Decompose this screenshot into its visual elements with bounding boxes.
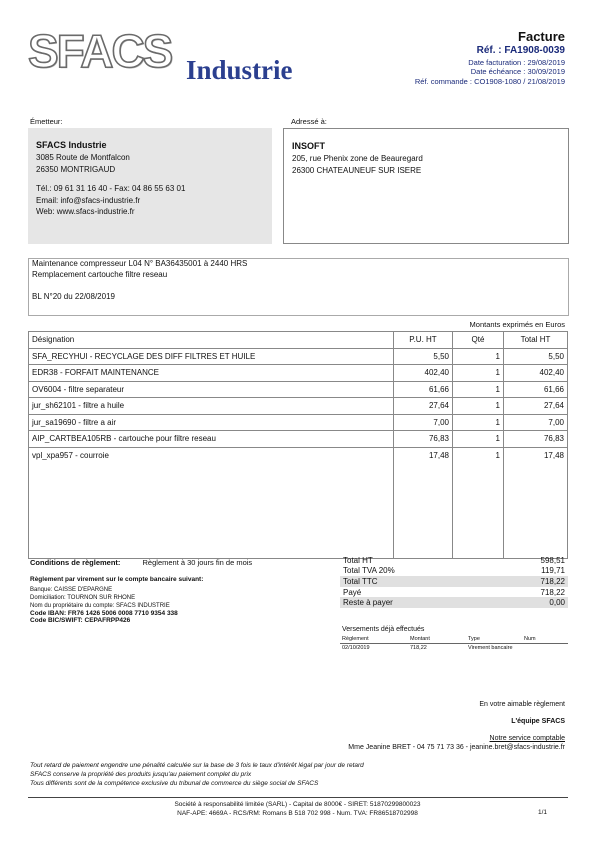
team-signature: L'équipe SFACS: [511, 718, 565, 725]
pay-amount: 718,22: [410, 645, 427, 651]
table-filler: [29, 463, 568, 559]
row-qty: 1: [453, 381, 504, 398]
footer-divider: [28, 797, 568, 798]
row-designation: EDR38 - FORFAIT MAINTENANCE: [29, 365, 394, 382]
due-date: Date échéance : 30/09/2019: [470, 67, 565, 77]
remaining-row: [340, 597, 568, 608]
total-value: 0,00: [489, 597, 568, 608]
table-row: [29, 414, 568, 431]
table-row: [29, 381, 568, 398]
row-pu: 5,50: [394, 348, 453, 365]
row-pu: 402,40: [394, 365, 453, 382]
conditions-label: Conditions de règlement:: [30, 558, 121, 567]
row-designation: jur_sh62101 - filtre a huile: [29, 398, 394, 415]
logo-brand: SFACS: [28, 25, 172, 77]
emitter-label: Émetteur:: [30, 117, 63, 126]
payment-row: [340, 644, 568, 653]
legal-notice: [30, 762, 364, 788]
row-pu: 61,66: [394, 381, 453, 398]
table-row: [29, 348, 568, 365]
col-designation: Désignation: [29, 332, 394, 349]
recipient-address1: 205, rue Phenix zone de Beauregard: [292, 154, 423, 164]
table-header: [29, 332, 568, 349]
row-qty: 1: [453, 431, 504, 448]
row-designation: SFA_RECYHUI - RECYCLAGE DES DIFF FILTRES ET HUILE: [29, 348, 394, 365]
recipient-box: [283, 128, 569, 244]
recipient-name: INSOFT: [292, 141, 325, 151]
total-ttc-row: [340, 576, 568, 587]
row-total: 7,00: [504, 414, 568, 431]
total-value: 718,22: [489, 576, 568, 587]
recipient-label: Adressé à:: [291, 117, 327, 126]
totals-table: [340, 555, 568, 608]
page-number: 1/1: [537, 809, 547, 816]
row-total: 402,40: [504, 365, 568, 382]
accounting-contact: Mme Jeanine BRET - 04 75 71 73 36 - jeanine.bret@sfacs-industrie.fr: [348, 744, 565, 751]
accounting-service: Notre service comptable: [489, 735, 565, 742]
bic: Code BIC/SWIFT: CEPAFRPP426: [30, 617, 131, 625]
emitter-email[interactable]: Email: info@sfacs-industrie.fr: [36, 195, 141, 205]
footer-line1: Société à responsabilité limitée (SARL) - Capital de 8000€ - SIRET: 51870299800023: [174, 801, 421, 808]
footer: [0, 800, 595, 818]
greeting: En votre aimable règlement: [479, 701, 565, 708]
col-pu: P.U. HT: [394, 332, 453, 349]
row-designation: vpl_xpa957 - courroie: [29, 447, 394, 463]
total-value: 119,71: [541, 566, 565, 576]
emitter-web[interactable]: Web: www.sfacs-industrie.fr: [36, 207, 135, 217]
currency-note: Montants exprimés en Euros: [469, 320, 565, 329]
invoice-header: [415, 29, 565, 86]
emitter-address1: 3085 Route de Montfalcon: [36, 153, 130, 163]
pay-col-date: Règlement: [340, 635, 408, 644]
row-total: 27,64: [504, 398, 568, 415]
invoice-ref: Réf. : FA1908-0039: [476, 45, 565, 57]
total-ht-row: [340, 555, 568, 566]
row-pu: 27,64: [394, 398, 453, 415]
order-ref: Réf. commande : CO1908-1080 / 21/08/2019: [414, 76, 565, 86]
description-line3: BL N°20 du 22/08/2019: [32, 291, 115, 301]
total-label: Total HT: [343, 555, 373, 565]
pay-type: Virement bancaire: [468, 645, 513, 651]
total-label: Reste à payer: [340, 597, 489, 608]
row-total: 61,66: [504, 381, 568, 398]
row-total: 76,83: [504, 431, 568, 448]
total-label: Total TVA 20%: [343, 566, 395, 576]
table-row: [29, 398, 568, 415]
transfer-title: Règlement par virement sur le compte bancaire suivant:: [30, 576, 204, 583]
pay-date: 02/10/2019: [342, 645, 370, 651]
payments-table: [340, 635, 568, 652]
emitter-name: SFACS Industrie: [36, 140, 107, 150]
bank-domiciliation: Domiciliation: TOURNON SUR RHONE: [30, 594, 136, 601]
payments-header: [340, 635, 568, 644]
col-total: Total HT: [504, 332, 568, 349]
total-label: Payé: [343, 587, 362, 597]
logo-suffix: Industrie: [186, 55, 293, 85]
row-pu: 17,48: [394, 447, 453, 463]
emitter-box: [28, 128, 272, 244]
row-designation: OV6004 - filtre separateur: [29, 381, 394, 398]
iban: Code IBAN: FR76 1426 5006 0008 7710 9354 338: [30, 610, 178, 618]
bank-name: Banque: CAISSE D'EPARGNE: [30, 587, 113, 593]
row-pu: 76,83: [394, 431, 453, 448]
items-table: [28, 331, 568, 559]
row-total: 17,48: [504, 447, 568, 463]
row-qty: 1: [453, 365, 504, 382]
legal-line3: Tous différents sont de la compétence exclusive du tribunal de commerce du siège social de SFACS: [30, 779, 319, 787]
col-qty: Qté: [453, 332, 504, 349]
pay-col-num: Num: [522, 635, 568, 644]
payments-title: Versements déjà effectués: [342, 626, 425, 633]
description-line2: Remplacement cartouche filtre reseau: [32, 269, 168, 279]
description-line1: Maintenance compresseur L04 N° BA36435001 à 2440 HRS: [32, 259, 248, 268]
total-value: 598,51: [540, 555, 565, 565]
table-row: [29, 447, 568, 463]
account-owner: Nom du propriétaire du compte: SFACS INDUSTRIE: [30, 602, 170, 609]
row-qty: 1: [453, 414, 504, 431]
row-pu: 7,00: [394, 414, 453, 431]
emitter-address2: 26350 MONTRIGAUD: [36, 164, 116, 174]
row-qty: 1: [453, 348, 504, 365]
total-value: 718,22: [540, 587, 565, 597]
invoice-title: Facture: [518, 29, 565, 44]
pay-col-type: Type: [466, 635, 522, 644]
total-tva-row: [340, 566, 568, 577]
footer-line2: NAF-APE: 4669A - RCS/RM: Romans B 518 702 998 - Num. TVA: FR86518702998: [177, 810, 418, 818]
row-qty: 1: [453, 398, 504, 415]
description-box: [28, 258, 569, 316]
legal-line2: SFACS conserve la propriété des produits jusqu'au paiement complet du prix: [30, 770, 252, 778]
emitter-phone: Tél.: 09 61 31 16 40 - Fax: 04 86 55 63 01: [36, 184, 186, 194]
row-designation: AIP_CARTBEA105RB - cartouche pour filtre reseau: [29, 431, 394, 448]
recipient-address2: 26300 CHATEAUNEUF SUR ISERE: [292, 165, 422, 175]
pay-col-amount: Montant: [408, 635, 466, 644]
conditions-value: Règlement à 30 jours fin de mois: [142, 558, 253, 567]
paid-row: [340, 587, 568, 598]
table-row: [29, 431, 568, 448]
total-label: Total TTC: [340, 576, 489, 587]
table-row: [29, 365, 568, 382]
row-qty: 1: [453, 447, 504, 463]
invoice-date: Date facturation : 29/08/2019: [468, 57, 565, 67]
pay-num: [522, 644, 568, 653]
legal-line1: Tout retard de paiement engendre une pénalité calculée sur la base de 3 fois le taux d'intérêt légal par jour de retard: [30, 762, 364, 769]
payment-conditions: [30, 558, 252, 624]
row-designation: jur_sa19690 - filtre a air: [29, 414, 394, 431]
row-total: 5,50: [504, 348, 568, 365]
